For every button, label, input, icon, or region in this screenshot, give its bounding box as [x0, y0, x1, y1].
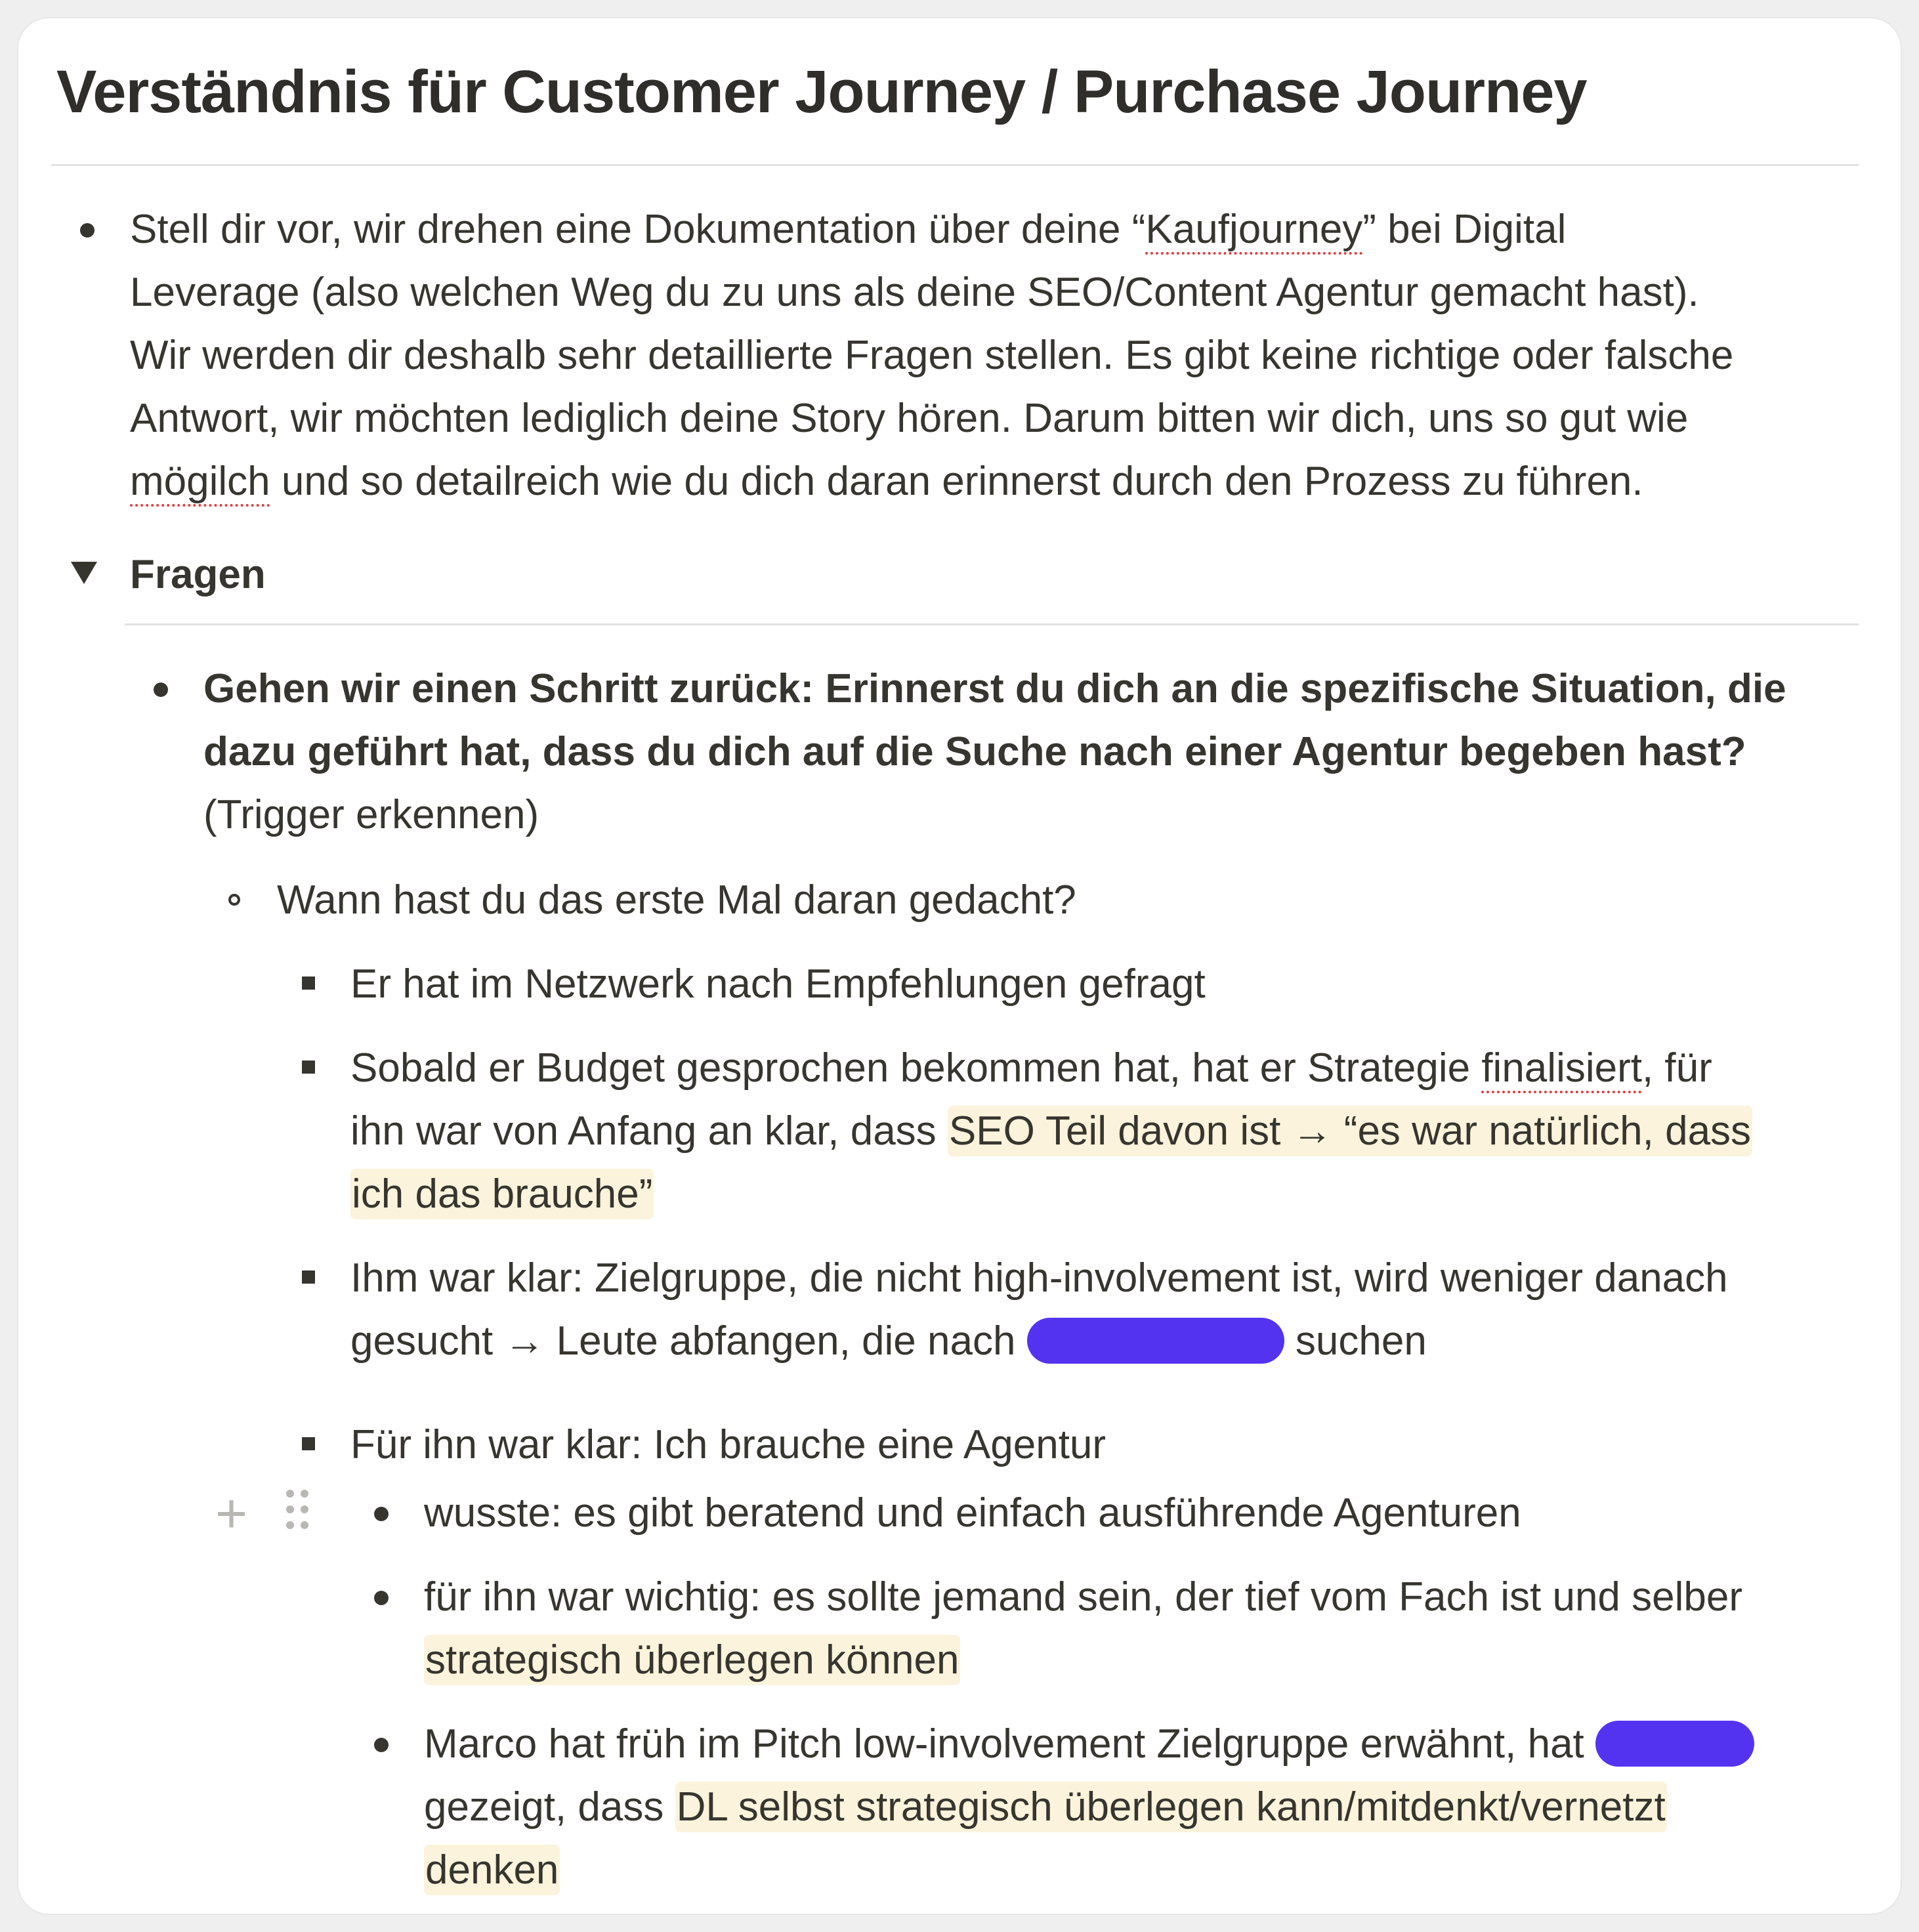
sub-question[interactable]: Wann hast du das erste Mal daran gedacht?	[277, 877, 1076, 923]
highlight-text: ich das brauche”	[350, 1169, 654, 1219]
intro-paragraph[interactable]	[130, 198, 1863, 513]
question-block[interactable]	[203, 658, 1870, 847]
bullet-square	[302, 1437, 315, 1450]
nested-item-marco[interactable]: Marco hat früh im Pitch low-involvement Zielgruppe erwähnt, hat gezeigt, dass DL selbst strategisch überlegen kann/mitdenkt/vernetzt denken	[424, 1713, 1881, 1902]
item-zielgruppe[interactable]: Ihm war klar: Zielgruppe, die nicht high-involvement ist, wird weniger danach gesucht → Leute abfangen, die nach suchen	[350, 1255, 1728, 1364]
misspelled-word: mögilch	[130, 459, 270, 504]
bullet-square	[302, 976, 315, 990]
intro-line-4: Antwort, wir möchten lediglich deine Story hören. Darum bitten wir dich, uns so gut wie	[130, 396, 1689, 441]
question-line-3: (Trigger erkennen)	[203, 792, 539, 837]
item-netzwerk[interactable]: Er hat im Netzwerk nach Empfehlungen gefragt	[350, 961, 1206, 1007]
bullet-ring	[228, 894, 240, 906]
notion-page	[17, 17, 1902, 1915]
highlight-text: DL selbst strategisch überlegen kann/mitdenkt/vernetzt	[675, 1782, 1667, 1832]
redaction-block	[1595, 1721, 1754, 1767]
toggle-divider	[125, 623, 1859, 625]
highlight-text: SEO Teil davon ist → “es war natürlich, dass	[948, 1106, 1752, 1156]
intro-line-2: Leverage (also welchen Weg du zu uns als deine SEO/Content Agentur gemacht hast).	[130, 270, 1699, 315]
misspelled-word: finalisiert	[1481, 1045, 1642, 1091]
item-budget[interactable]: Sobald er Budget gesprochen bekommen hat, hat er Strategie finalisiert, für ihn war von Anfang an klar, dass SEO Teil davon ist → “es war natürlich, dass ich das brauche”	[350, 1037, 1873, 1226]
bullet-square	[302, 1060, 315, 1074]
intro-line-1: Stell dir vor, wir drehen eine Dokumentation über deine “Kaufjourney” bei Digital	[130, 207, 1567, 252]
intro-line-5: mögilch und so detailreich wie du dich daran erinnerst durch den Prozess zu führen.	[130, 459, 1643, 504]
plus-icon[interactable]: +	[215, 1482, 248, 1544]
nested-item-agenturen[interactable]: wusste: es gibt beratend und einfach ausführende Agenturen	[424, 1490, 1521, 1536]
page-title: Verständnis für Customer Journey / Purchase Journey	[56, 58, 1587, 125]
bullet-dot	[374, 1738, 389, 1752]
question-line-1: Gehen wir einen Schritt zurück: Erinnerst du dich an die spezifische Situation, die	[203, 666, 1786, 711]
bullet-square	[302, 1270, 315, 1284]
triangle-down-icon[interactable]	[71, 562, 97, 584]
title-divider	[51, 164, 1859, 166]
bullet-dot	[374, 1507, 389, 1521]
bullet-dot	[154, 682, 168, 697]
misspelled-word: Kaufjourney	[1145, 207, 1363, 252]
highlight-text: strategisch überlegen können	[424, 1635, 960, 1685]
item-agentur[interactable]: Für ihn war klar: Ich brauche eine Agentur	[350, 1422, 1107, 1467]
question-line-2: dazu geführt hat, dass du dich auf die Suche nach einer Agentur begeben hast?	[203, 729, 1746, 774]
bullet-dot	[80, 223, 95, 238]
drag-handle-icon[interactable]	[286, 1490, 312, 1532]
highlight-text: denken	[424, 1845, 560, 1895]
redaction-block	[1027, 1318, 1284, 1364]
bullet-dot	[374, 1591, 389, 1605]
toggle-fragen[interactable]: Fragen	[130, 552, 266, 597]
intro-line-3: Wir werden dir deshalb sehr detaillierte Fragen stellen. Es gibt keine richtige oder falsche	[130, 333, 1734, 378]
nested-item-wichtig[interactable]: für ihn war wichtig: es sollte jemand sein, der tief vom Fach ist und selber strategisch überlegen können	[424, 1566, 1868, 1692]
